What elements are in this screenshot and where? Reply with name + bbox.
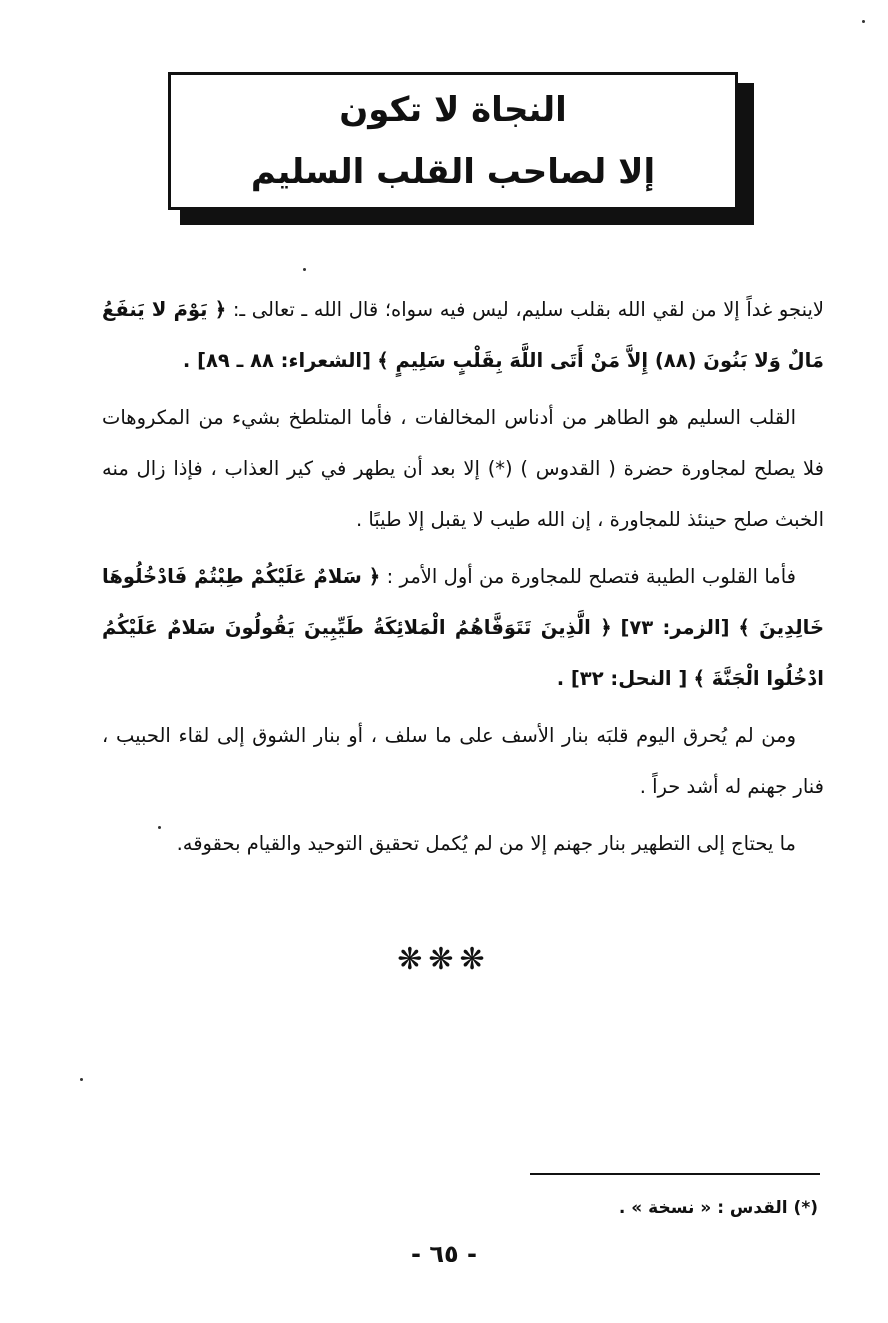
section-separator: ❋❋❋: [397, 942, 491, 977]
title-line-1: النجاة لا تكون: [339, 90, 567, 130]
paragraph-1-text: لاينجو غداً إلا من لقي الله بقلب سليم، ليس فيه سواه؛ قال الله ـ تعالى ـ:: [232, 298, 824, 321]
quran-verse: ﴿ سَلامٌ عَلَيْكُمْ طِبْتُمْ فَادْخُلُوهَا خَالِدِينَ ﴾: [102, 565, 825, 639]
title-box: [168, 72, 738, 210]
title-line-2: إلا لصاحب القلب السليم: [250, 152, 656, 192]
scan-speck: [862, 20, 865, 23]
paragraph-3-text: فأما القلوب الطيبة فتصلح للمجاورة من أول الأمر :: [386, 565, 796, 588]
page-number: - ٦٥ -: [411, 1240, 477, 1268]
verse-reference: [الزمر: ٧٣]: [620, 616, 730, 639]
body-text: [102, 284, 824, 875]
scan-speck: [80, 1078, 83, 1081]
scan-speck: [158, 826, 161, 829]
paragraph-3: [102, 551, 824, 704]
footnote: (*) القدس : « نسخة » .: [618, 1198, 818, 1218]
verse-reference: [ النحل: ٣٢] .: [556, 667, 688, 690]
quran-verse: ﴿ يَوْمَ لا يَنفَعُ مَالٌ وَلا بَنُونَ (٨٨) إِلاَّ مَنْ أَتَى اللَّهَ بِقَلْبٍ سَلِيمٍ ﴾: [102, 298, 824, 372]
paragraph-1: [102, 284, 824, 386]
paragraph-2: القلب السليم هو الطاهر من أدناس المخالفات ، فأما المتلطخ بشيء من المكروهات فلا يصلح لمجاورة حضرة ( القدوس ) (*) إلا بعد أن يطهر في كير العذاب ، فإذا زال منه الخبث صلح حينئذ للمجاورة ، إن الله طيب لا يقبل إلا طيبًا .: [102, 406, 824, 531]
paragraph-5: ما يحتاج إلى التطهير بنار جهنم إلا من لم يُكمل تحقيق التوحيد والقيام بحقوقه.: [176, 832, 796, 855]
footnote-divider: [530, 1173, 820, 1175]
scan-speck: [303, 268, 306, 271]
quran-verse: ﴿ الَّذِينَ تَتَوَفَّاهُمُ الْمَلائِكَةُ طَيِّبِينَ يَقُولُونَ سَلامٌ عَلَيْكُمُ ادْخُلُوا الْجَنَّةَ ﴾: [102, 616, 824, 690]
paragraph-4: ومن لم يُحرق اليوم قلبَه بنار الأسف على ما سلف ، أو بنار الشوق إلى لقاء الحبيب ، فنار جهنم له أشد حراً .: [102, 724, 824, 798]
verse-reference: [الشعراء: ٨٨ ـ ٨٩] .: [182, 349, 372, 372]
